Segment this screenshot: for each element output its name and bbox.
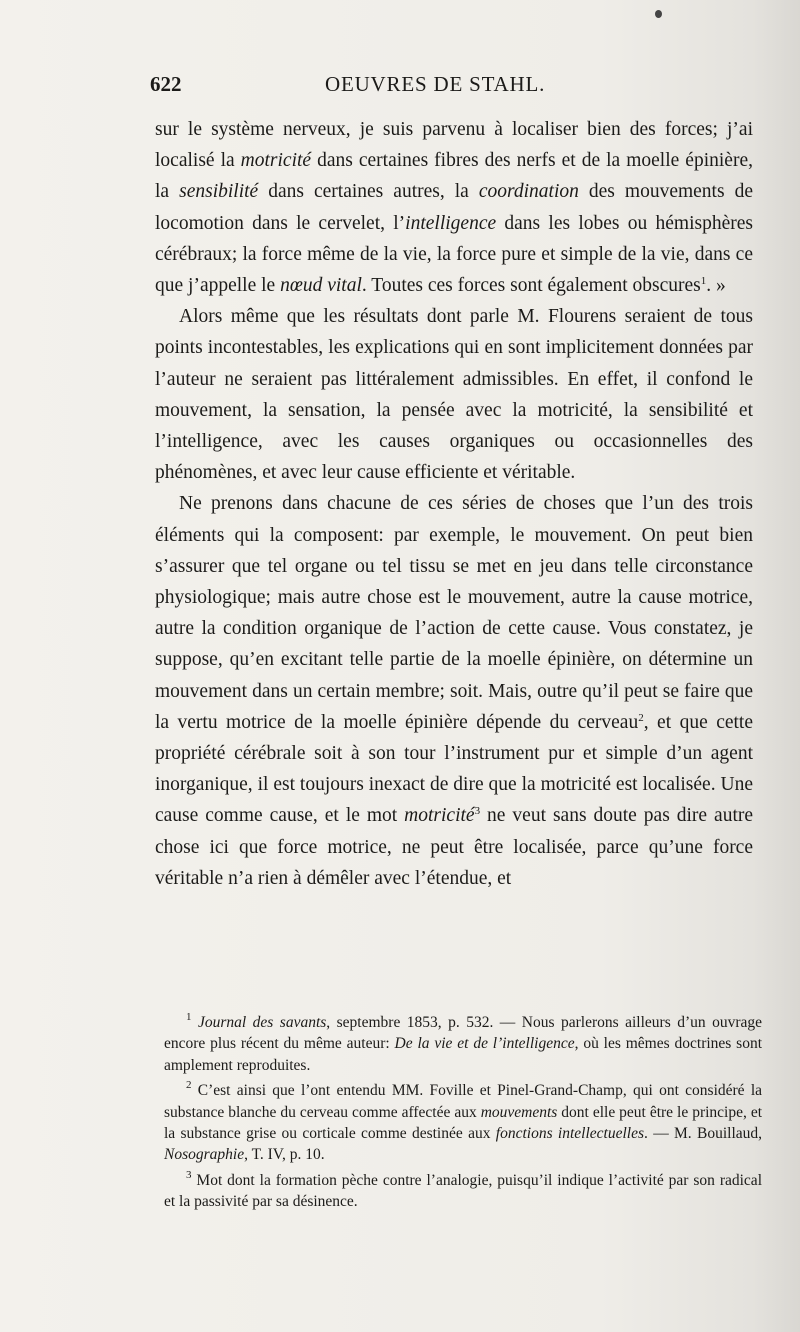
text-run: dans les lobes ou hémisphères cérébraux; la force même de la vie, la force pure et simple de la vie, dans ce que j’appelle le <box>155 212 753 297</box>
page-header <box>150 72 750 106</box>
text-run: des mouvements de locomotion dans le cervelet, l’ <box>155 181 753 234</box>
italic-text: Nosographie <box>164 1146 245 1164</box>
italic-text: motricité <box>240 150 312 172</box>
footnote-ref: 3 <box>474 805 481 818</box>
running-title: OEUVRES DE STAHL. <box>325 72 546 96</box>
italic-text: intelligence <box>405 212 497 234</box>
text-run: dont elle peut être le principe, et la substance grise ou corticale comme destinée aux <box>164 1103 763 1143</box>
footnote <box>164 1080 762 1166</box>
footnote-ref: 2 <box>638 711 644 724</box>
text-run: , et que cette propriété cérébrale soit à son tour l’instrument pur et simple d’un agent inorganique, il est toujours inexact de dire que la motricité est localisée. Une cause comme cause, et le mot <box>155 711 753 827</box>
italic-text: coordination <box>478 181 579 203</box>
italic-text: mouvements <box>480 1103 558 1121</box>
body-text <box>155 114 753 894</box>
footnotes <box>164 1012 762 1217</box>
paragraph <box>155 488 753 894</box>
text-run: . — M. Bouillaud, <box>644 1125 763 1143</box>
text-run: Mot dont la formation pèche contre l’analogie, puisqu’il indique l’activité par son radical et la passivité par sa désinence. <box>164 1171 762 1211</box>
italic-text: sensibilité <box>179 181 259 203</box>
text-run: C’est ainsi que l’ont entendu MM. Foville et Pinel-Grand-Champ, qui ont considéré la substance blanche du cerveau comme affectée aux <box>164 1082 762 1121</box>
paragraph <box>155 114 753 301</box>
footnote-ref: 3 <box>186 1168 192 1181</box>
italic-text: De la vie et de l’intelligence <box>394 1035 575 1053</box>
footnote <box>164 1012 762 1076</box>
page-number: 622 <box>150 72 182 96</box>
footnote-ref: 1 <box>186 1011 192 1023</box>
italic-text: motricité <box>404 805 475 827</box>
text-run: , où les mêmes doctrines sont amplement reproduites. <box>164 1035 763 1074</box>
text-run: , T. IV, p. 10. <box>244 1146 325 1164</box>
footnote-ref: 1 <box>700 275 707 288</box>
text-run: Ne prenons dans chacune de ces séries de choses que l’un des trois éléments qui la composent: par exemple, le mouvement. On peut bien s’assurer que tel organe ou tel tissu se met en jeu dans telle circonstance physiologique; mais autre chose est le mouvement, autre la cause motrice, autre la condition organique de l’action de cette cause. Vous constatez, je suppose, qu’en excitant telle partie de la moelle épinière, on détermine un mouvement dans un certain membre; soit. Mais, outre qu’il peut se faire que la vertu motrice de la moelle épinière dépende du cerveau <box>155 493 753 733</box>
text-run: dans certaines fibres des nerfs et de la moelle épinière, la <box>155 150 753 203</box>
text-run: . Toutes ces forces sont également obscures <box>361 275 701 297</box>
text-run: Alors même que les résultats dont parle M. Flourens seraient de tous points incontestables, les explications qui en sont implicitement données par l’auteur ne seraient pas littéralement admissibles. En effet, il confond le mouvement, la sensation, la pensée avec la motricité, la sensibilité et l’intelligence, avec les causes organiques ou occasionnelles des phénomènes, et avec leur cause efficiente et véritable. <box>155 306 753 484</box>
text-run: sur le système nerveux, je suis parvenu à localiser bien des forces; j’ai localisé la <box>155 119 753 172</box>
text-run: dans certaines autres, la <box>258 181 479 203</box>
text-run: , septembre 1853, p. 532. — Nous parlerons ailleurs d’un ouvrage encore plus récent du même auteur: <box>164 1014 762 1053</box>
paragraph <box>155 301 753 488</box>
text-run: ne veut sans doute pas dire autre chose ici que force motrice, ne peut être localisée, parce qu’une force véritable n’a rien à démêler avec l’étendue, et <box>155 805 754 889</box>
footnote <box>164 1170 762 1213</box>
text-run: . » <box>706 275 726 297</box>
italic-text: nœud vital <box>280 275 362 297</box>
ink-speck <box>655 10 662 18</box>
italic-text: Journal des savants <box>197 1014 327 1031</box>
footnote-ref: 2 <box>186 1079 192 1092</box>
italic-text: fonctions intellectuelles <box>495 1125 644 1143</box>
